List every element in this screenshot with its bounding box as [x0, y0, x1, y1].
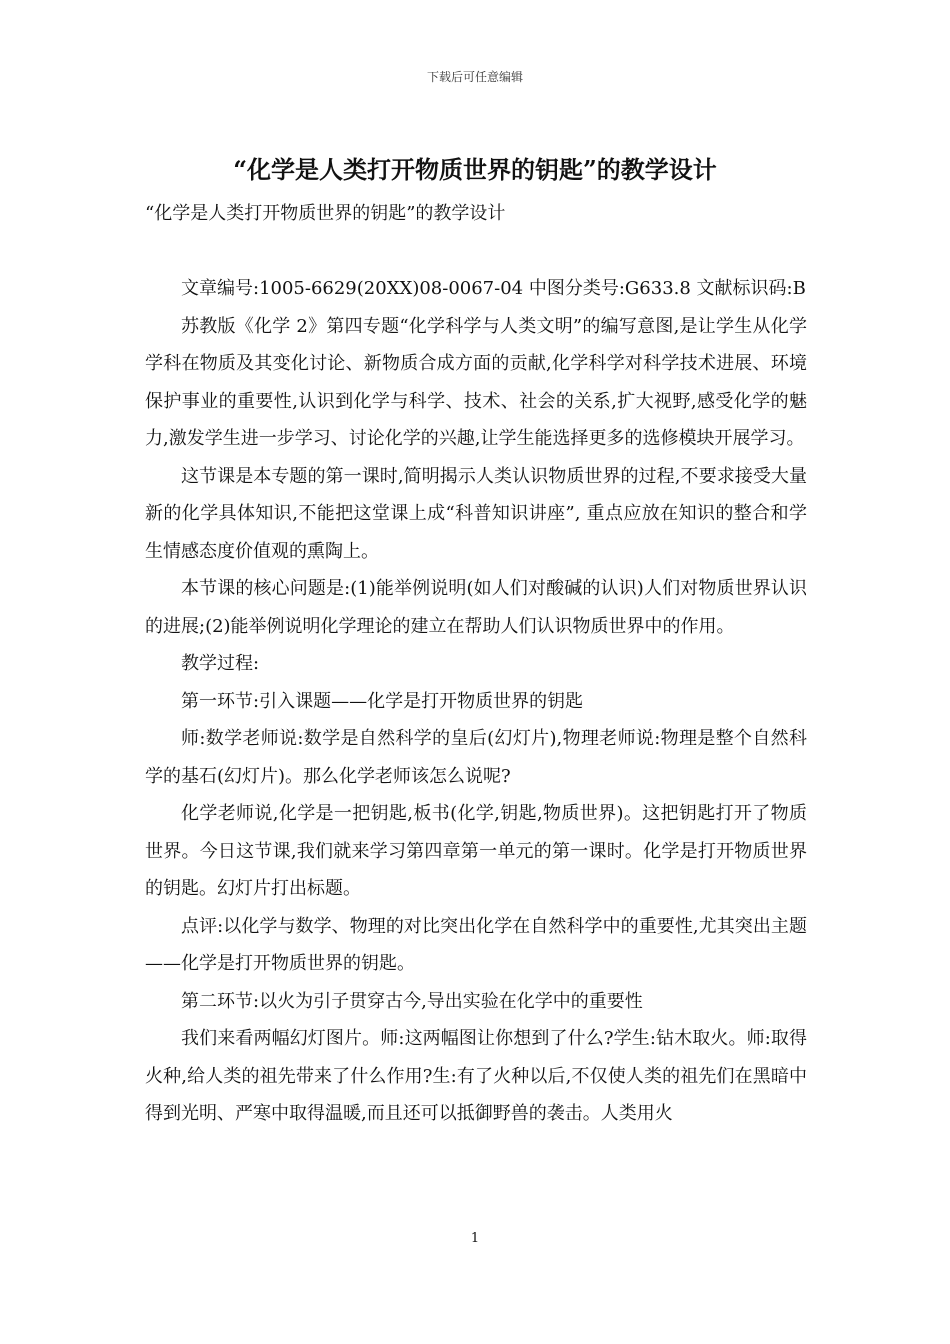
paragraph: 点评:以化学与数学、物理的对比突出化学在自然科学中的重要性,尤其突出主题——化学是打开物质世界的钥匙。 [145, 915, 807, 974]
section-heading: 第二环节:以火为引子贯穿古今,导出实验在化学中的重要性 [181, 990, 643, 1012]
paragraph: 我们来看两幅幻灯图片。师:这两幅图让你想到了什么?学生:钻木取火。师:取得火种,给人类的祖先带来了什么作用?生:有了火种以后,不仅使人类的祖先们在黑暗中得到光明、严寒中取得温暖,而且还可以抵御野兽的袭击。人类用火 [145, 1028, 807, 1124]
article-id-line: 文章编号:1005-6629(20XX)08-0067-04 中图分类号:G633.8 文献标识码:B [181, 278, 806, 299]
section-heading: 第一环节:引入课题——化学是打开物质世界的钥匙 [181, 690, 584, 712]
document-subtitle: “化学是人类打开物质世界的钥匙”的教学设计 [145, 203, 506, 224]
header-note: 下载后可任意编辑 [426, 70, 523, 84]
document-title: “化学是人类打开物质世界的钥匙”的教学设计 [233, 155, 717, 184]
paragraph: 本节课的核心问题是:(1)能举例说明(如人们对酸碱的认识)人们对物质世界认识的进展;(2)能举例说明化学理论的建立在帮助人们认识物质世界中的作用。 [145, 578, 807, 637]
paragraph: 这节课是本专题的第一课时,简明揭示人类认识物质世界的过程,不要求接受大量新的化学具体知识,不能把这堂课上成“科普知识讲座”, 重点应放在知识的整合和学生情感态度价值观的熏陶上。 [145, 465, 807, 562]
paragraph: 师:数学老师说:数学是自然科学的皇后(幻灯片),物理老师说:物理是整个自然科学的基石(幻灯片)。那么化学老师该怎么说呢? [145, 728, 807, 787]
paragraph: 化学老师说,化学是一把钥匙,板书(化学,钥匙,物质世界)。这把钥匙打开了物质世界。今日这节课,我们就来学习第四章第一单元的第一课时。化学是打开物质世界的钥匙。幻灯片打出标题。 [145, 803, 807, 899]
document-body [145, 270, 807, 1133]
paragraph: 苏教版《化学 2》第四专题“化学科学与人类文明”的编写意图,是让学生从化学学科在物质及其变化讨论、新物质合成方面的贡献,化学科学对科学技术进展、环境保护事业的重要性,认识到化学与科学、技术、社会的关系,扩大视野,感受化学的魅力,激发学生进一步学习、讨论化学的兴趣,让学生能选择更多的选修模块开展学习。 [145, 315, 807, 449]
page-number: 1 [470, 1231, 480, 1246]
section-heading: 教学过程: [181, 653, 260, 674]
